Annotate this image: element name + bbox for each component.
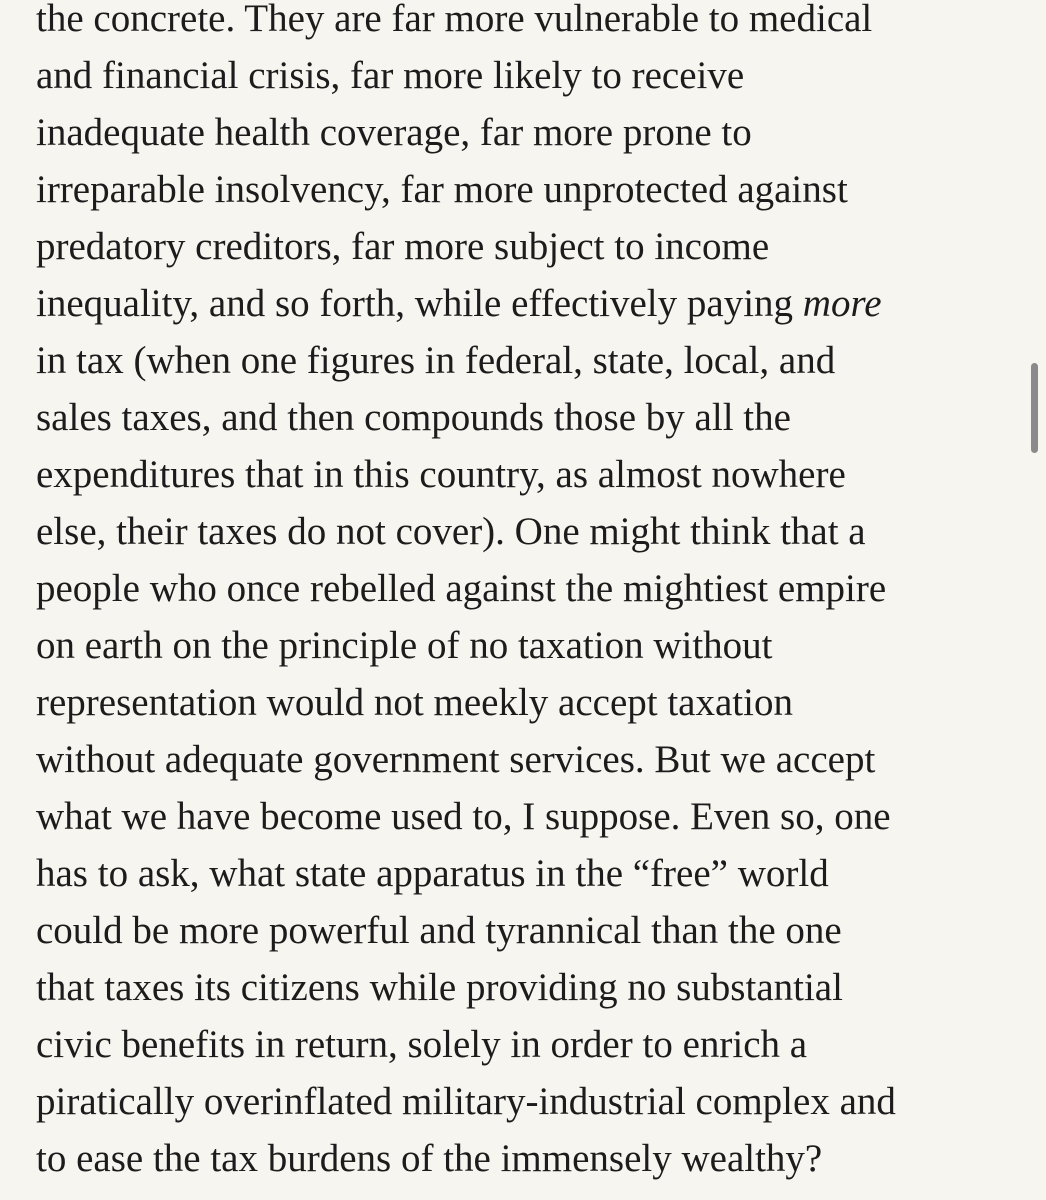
- text-line: without adequate government services. But we accept: [36, 738, 876, 781]
- text-line: the concrete. They are far more vulnerable to medical: [36, 0, 873, 40]
- text-line: expenditures that in this country, as almost nowhere: [36, 453, 846, 496]
- text-line: piratically overinflated military-industrial complex and: [36, 1080, 896, 1123]
- text-line: people who once rebelled against the mightiest empire: [36, 567, 887, 610]
- text-line: in tax (when one figures in federal, state, local, and: [36, 339, 836, 382]
- text-line: and financial crisis, far more likely to receive: [36, 54, 745, 97]
- text-line: representation would not meekly accept taxation: [36, 681, 793, 724]
- text-line: has to ask, what state apparatus in the “free” world: [36, 852, 829, 895]
- text-line: predatory creditors, far more subject to income: [36, 225, 770, 268]
- scrollbar-thumb[interactable]: [1031, 363, 1038, 453]
- text-line: on earth on the principle of no taxation without: [36, 624, 773, 667]
- text-segment: inequality, and so forth, while effectively paying: [36, 282, 794, 325]
- text-line: sales taxes, and then compounds those by all the: [36, 396, 791, 439]
- text-line: that taxes its citizens while providing no substantial: [36, 966, 843, 1009]
- text-line: irreparable insolvency, far more unprotected against: [36, 168, 848, 211]
- text-line: inadequate health coverage, far more prone to: [36, 111, 752, 154]
- text-line: else, their taxes do not cover). One might think that a: [36, 510, 866, 553]
- emphasized-word: more: [802, 282, 882, 325]
- article-text: [36, 0, 1026, 1187]
- text-line: could be more powerful and tyrannical than the one: [36, 909, 842, 952]
- text-line: [36, 275, 1026, 332]
- text-line: to ease the tax burdens of the immensely wealthy?: [36, 1137, 823, 1180]
- text-line: what we have become used to, I suppose. Even so, one: [36, 795, 891, 838]
- text-line: civic benefits in return, solely in order to enrich a: [36, 1023, 808, 1066]
